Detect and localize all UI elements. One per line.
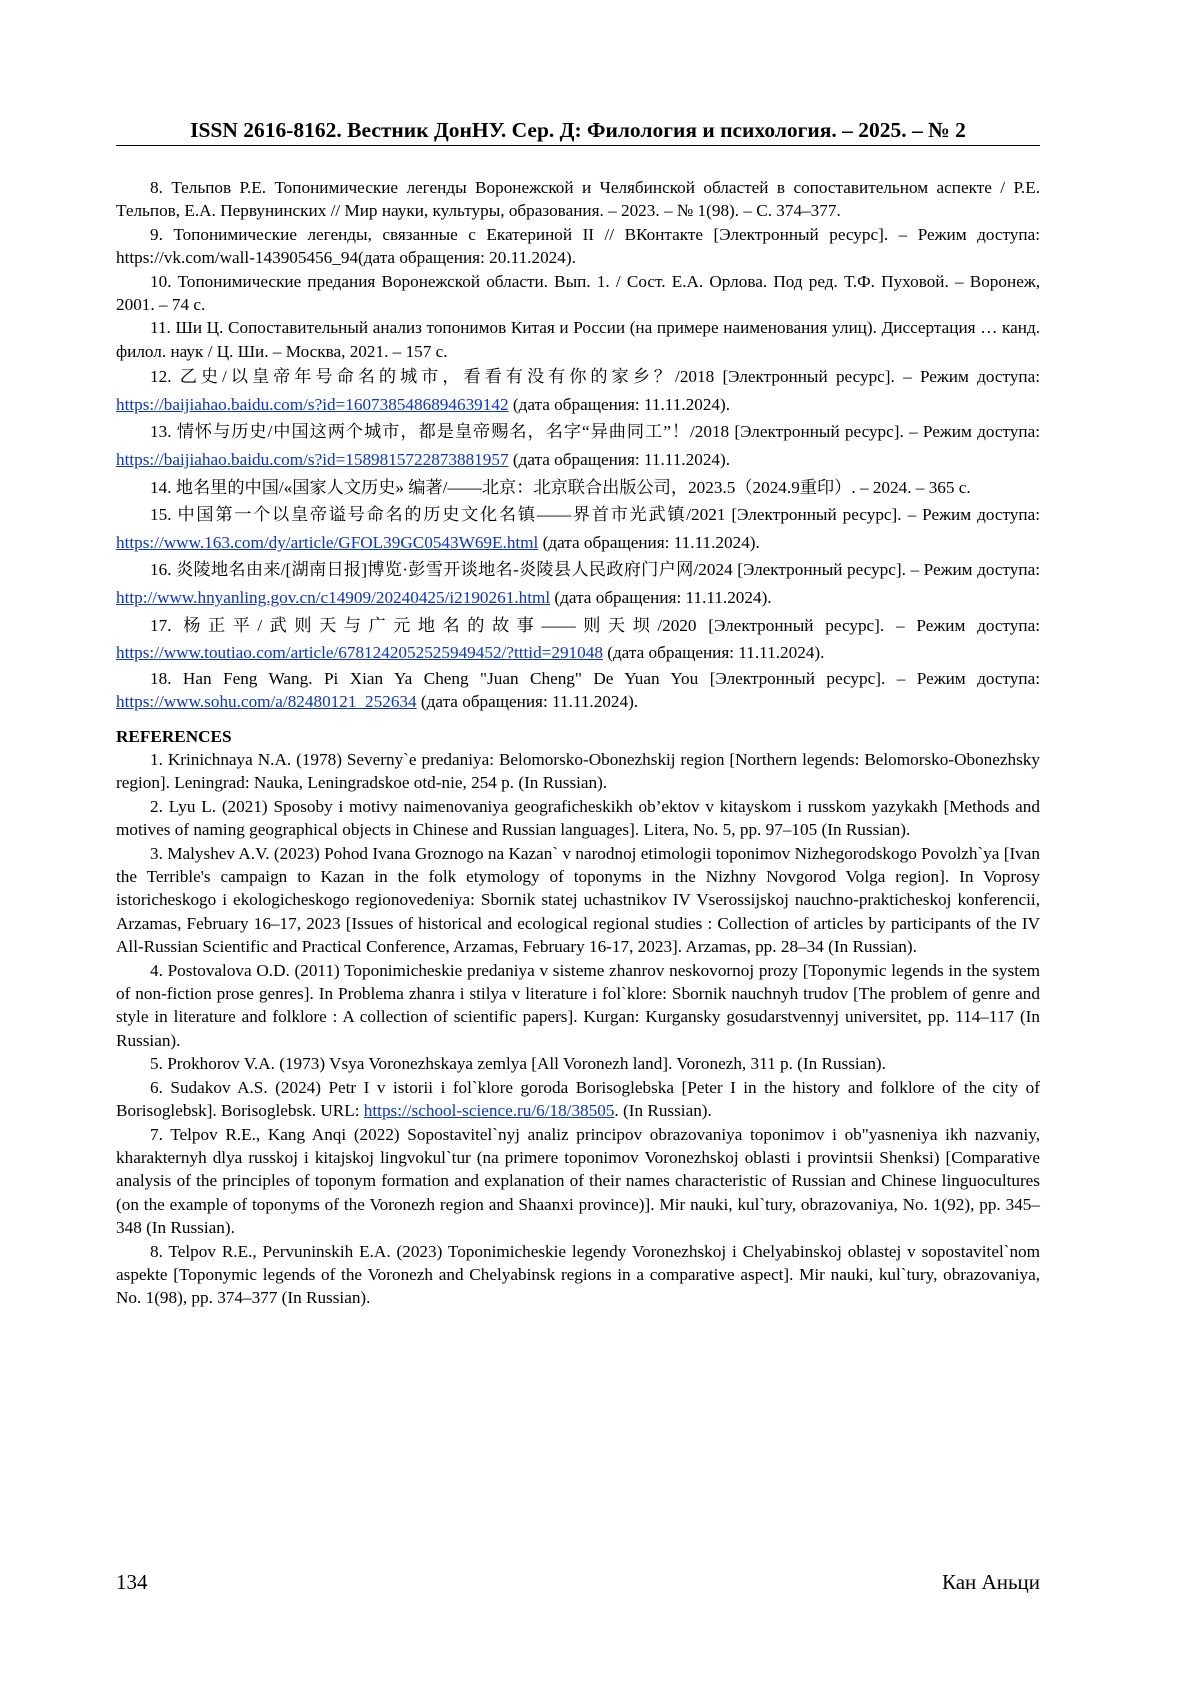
reference-entry xyxy=(116,959,1040,1053)
reference-text: 13. 情怀与历史/中国这两个城市，都是皇帝赐名，名字“异曲同工”！/2018 [Электронный ресурс]. – Режим доступа: xyxy=(150,422,1040,442)
reference-entry xyxy=(116,1052,1040,1075)
reference-link[interactable]: https://www.toutiao.com/article/6781242052525949452/?tttid=291048 xyxy=(116,643,603,663)
reference-text: 17. 杨正平/武则天与广元地名的故事——则天坝/2020 [Электронный ресурс]. – Режим доступа: xyxy=(150,615,1040,635)
journal-page xyxy=(116,0,1040,1697)
footer-author: Кан Аньци xyxy=(942,1570,1040,1594)
reference-text: 11. Ши Ц. Сопоставительный анализ топонимов Китая и России (на примере наименования улиц). Диссертация … канд. филол. наук / Ц. Ши. – Москва, 2021. – 157 с. xyxy=(116,318,1040,361)
reference-text: (дата обращения: 11.11.2024). xyxy=(416,692,639,712)
reference-link[interactable]: https://school-science.ru/6/18/38505 xyxy=(363,1101,615,1121)
reference-text: (дата обращения: 11.11.2024). xyxy=(538,532,760,552)
reference-text: (дата обращения: 11.11.2024). xyxy=(550,588,772,607)
references-heading: REFERENCES xyxy=(116,726,232,746)
reference-text: 10. Топонимические предания Воронежской области. Вып. 1. / Сост. Е.А. Орлова. Под ред. Т.Ф. Пуховой. – Воронеж, 2001. – 74 с. xyxy=(116,271,1040,315)
reference-entry xyxy=(116,1076,1040,1123)
bibliography-entry xyxy=(116,418,1040,473)
reference-body xyxy=(116,176,1040,1310)
bibliography-entry xyxy=(116,667,1040,714)
reference-link[interactable]: https://baijiahao.baidu.com/s?id=1607385486894639142 xyxy=(116,394,509,414)
reference-text: 3. Malyshev A.V. (2023) Pohod Ivana Groznogo na Kazan` v narodnoj etimologii toponimov Nizhegorodskogo Povolzh`ya [Ivan the Terrible's campaign to Kazan in the folk etymology of toponyms in the Nizhny Novgorod Volga region]. In Voprosy istoricheskogo i ekologicheskogo regionovedeniya: Sbornik statej uchastnikov IV Vserossijskoj nauchno-prakticheskoj konferencii, Arzamas, February 16–17, 2023 [Issues of historical and ecological regional studies : Collection of articles by participants of the IV All-Russian Scientific and Practical Conference, Arzamas, February 16-17, 2023]. Arzamas, pp. 28–34 (In Russian). xyxy=(116,843,1040,957)
reference-text: 16. 炎陵地名由来/[湖南日报]博览·彭雪开谈地名-炎陵县人民政府门户网/2024 [Электронный ресурс]. – Режим доступа: xyxy=(150,560,1040,580)
reference-link[interactable]: https://baijiahao.baidu.com/s?id=1589815722873881957 xyxy=(116,450,509,470)
references-list xyxy=(116,748,1040,1310)
page-footer xyxy=(116,1570,1040,1595)
reference-text: 6. Sudakov A.S. (2024) Petr I v istorii i fol`klore goroda Borisoglebska [Peter I in the history and folklore of the city of Borisoglebsk]. Borisoglebsk. URL: xyxy=(116,1077,1040,1121)
reference-entry xyxy=(116,1123,1040,1240)
reference-entry xyxy=(116,1240,1040,1310)
reference-text: 5. Prokhorov V.A. (1973) Vsya Voronezhskaya zemlya [All Voronezh land]. Voronezh, 311 p. (In Russian). xyxy=(150,1054,886,1074)
reference-entry xyxy=(116,795,1040,842)
reference-text: 12. 乙史/以皇帝年号命名的城市，看看有没有你的家乡？/2018 [Электронный ресурс]. – Режим доступа: xyxy=(150,367,1040,387)
reference-text: (дата обращения: 11.11.2024). xyxy=(508,450,731,470)
bibliography-entry xyxy=(116,270,1040,317)
bibliography-list xyxy=(116,176,1040,714)
bibliography-entry xyxy=(116,474,1040,502)
bibliography-entry xyxy=(116,316,1040,363)
reference-text: 18. Han Feng Wang. Pi Xian Ya Cheng "Juan Cheng" De Yuan You [Электронный ресурс]. – Режим доступа: xyxy=(150,668,1040,688)
reference-text: 4. Postovalova O.D. (2011) Toponimicheskie predaniya v sisteme zhanrov neskovornoj prozy [Toponymic legends in the system of non-fiction prose genres]. In Problema zhanra i stilya v literature i fol`klore: Sbornik nauchnyh trudov [The problem of genre and style in literature and folklore : A collection of scientific papers]. Kurgan: Kurgansky gosudarstvennyj universitet, pp. 114–117 (In Russian). xyxy=(116,960,1040,1050)
reference-text: 1. Krinichnaya N.A. (1978) Severny`e predaniya: Belomorsko-Obonezhskij region [Northern legends: Belomorsko-Obonezhsky region]. Leningrad: Nauka, Leningradskoe otd-nie, 254 p. (In Russian). xyxy=(116,750,1040,793)
reference-text: (дата обращения: 11.11.2024). xyxy=(508,394,731,414)
reference-text: . (In Russian). xyxy=(614,1101,712,1121)
reference-text: 15. 中国第一个以皇帝谥号命名的历史文化名镇——界首市光武镇/2021 [Электронный ресурс]. – Режим доступа: xyxy=(150,505,1040,525)
bibliography-entry xyxy=(116,223,1040,270)
bibliography-entry xyxy=(116,363,1040,418)
reference-text: 8. Telpov R.E., Pervuninskih E.A. (2023) Toponimicheskie legendy Voronezhskoj i Chelyabinskoj oblastej v sopostavitel`nom aspekte [Toponymic legends of the Voronezh and Chelyabinsk regions in a comparative aspect]. Mir nauki, kul`tury, obrazovaniya, No. 1(98), pp. 374–377 (In Russian). xyxy=(116,1241,1040,1308)
reference-entry xyxy=(116,748,1040,795)
reference-entry xyxy=(116,842,1040,959)
bibliography-entry xyxy=(116,501,1040,556)
running-header: ISSN 2616-8162. Вестник ДонНУ. Сер. Д: Филология и психология. – 2025. – № 2 xyxy=(190,118,966,142)
reference-text: 9. Топонимические легенды, связанные с Екатериной II // ВКонтакте [Электронный ресурс]. – Режим доступа: https://vk.com/wall-143905456_94(дата обращения: 20.11.2024). xyxy=(116,224,1040,268)
reference-text: 7. Telpov R.E., Kang Anqi (2022) Sopostavitel`nyj analiz principov obrazovaniya toponimov i ob"yasneniya ikh nazvaniy, kharakternyh dlya russkoj i kitajskoj lingvokul`tur (na primere toponimov Voronezhskoj oblasti i provintsii Shenksi) [Comparative analysis of the principles of toponym formation and explanation of their names characteristic of Russian and Chinese linguocultures (on the example of toponyms of the Voronezh region and Shaanxi province)]. Mir nauki, kul`tury, obrazovaniya, No. 1(92), pp. 345–348 (In Russian). xyxy=(116,1124,1040,1238)
reference-text: (дата обращения: 11.11.2024). xyxy=(602,643,825,663)
reference-link[interactable]: https://www.sohu.com/a/82480121_252634 xyxy=(116,692,417,712)
reference-text: 2. Lyu L. (2021) Sposoby i motivy naimenovaniya geograficheskikh ob’ektov v kitayskom i russkom yazykakh [Methods and motives of naming geographical objects in Chinese and Russian languages]. Litera, No. 5, pp. 97–105 (In Russian). xyxy=(116,796,1040,840)
bibliography-entry xyxy=(116,612,1040,667)
reference-link[interactable]: http://www.hnyanling.gov.cn/c14909/20240425/i2190261.html xyxy=(116,588,551,607)
reference-link[interactable]: https://www.163.com/dy/article/GFOL39GC0543W69E.html xyxy=(116,532,539,552)
bibliography-entry xyxy=(116,176,1040,223)
bibliography-entry xyxy=(116,556,1040,611)
reference-text: 8. Тельпов Р.Е. Топонимические легенды Воронежской и Челябинской областей в сопоставительном аспекте / Р.Е. Тельпов, Е.А. Первунинских // Мир науки, культуры, образования. – 2023. – № 1(98). – С. 374–377. xyxy=(116,178,1040,221)
header-divider xyxy=(116,145,1040,146)
reference-text: 14. 地名里的中国/«国家人文历史» 编著/——北京：北京联合出版公司，2023.5（2024.9重印）. – 2024. – 365 с. xyxy=(150,477,971,497)
page-number: 134 xyxy=(116,1570,148,1594)
